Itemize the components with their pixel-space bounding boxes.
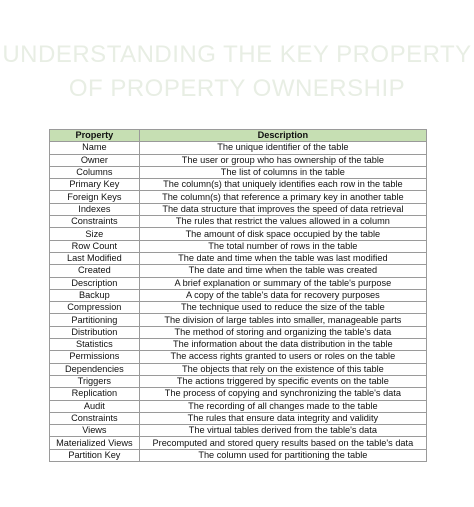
property-cell: Views — [50, 425, 140, 437]
table-row — [50, 203, 427, 215]
description-cell: The recording of all changes made to the table — [139, 400, 426, 412]
property-cell: Size — [50, 228, 140, 240]
description-cell: The actions triggered by specific events on the table — [139, 375, 426, 387]
description-cell: A brief explanation or summary of the table's purpose — [139, 277, 426, 289]
description-cell: The user or group who has ownership of the table — [139, 154, 426, 166]
description-cell: The rules that ensure data integrity and validity — [139, 412, 426, 424]
description-cell: The virtual tables derived from the table's data — [139, 425, 426, 437]
table-body — [50, 142, 427, 462]
property-cell: Owner — [50, 154, 140, 166]
property-cell: Dependencies — [50, 363, 140, 375]
property-cell: Audit — [50, 400, 140, 412]
property-cell: Primary Key — [50, 179, 140, 191]
description-cell: The list of columns in the table — [139, 166, 426, 178]
description-cell: The unique identifier of the table — [139, 142, 426, 154]
description-cell: The data structure that improves the speed of data retrieval — [139, 203, 426, 215]
description-cell: The date and time when the table was last modified — [139, 252, 426, 264]
page-title — [0, 38, 474, 106]
description-cell: The division of large tables into smaller, manageable parts — [139, 314, 426, 326]
table-row — [50, 166, 427, 178]
property-cell: Partitioning — [50, 314, 140, 326]
table-row — [50, 412, 427, 424]
property-cell: Created — [50, 265, 140, 277]
description-cell: The rules that restrict the values allowed in a column — [139, 216, 426, 228]
table-row — [50, 142, 427, 154]
page-title-line-2: OF PROPERTY OWNERSHIP — [68, 75, 406, 102]
description-cell: The column(s) that reference a primary key in another table — [139, 191, 426, 203]
table-row — [50, 388, 427, 400]
property-cell: Replication — [50, 388, 140, 400]
page-title-line-1: UNDERSTANDING THE KEY PROPERTY — [2, 41, 472, 68]
property-cell: Backup — [50, 289, 140, 301]
property-cell: Foreign Keys — [50, 191, 140, 203]
description-cell: The access rights granted to users or roles on the table — [139, 351, 426, 363]
description-cell: The column(s) that uniquely identifies each row in the table — [139, 179, 426, 191]
table-row — [50, 252, 427, 264]
description-cell: The technique used to reduce the size of the table — [139, 302, 426, 314]
property-cell: Compression — [50, 302, 140, 314]
description-cell: Precomputed and stored query results based on the table's data — [139, 437, 426, 449]
description-cell: A copy of the table's data for recovery purposes — [139, 289, 426, 301]
property-cell: Triggers — [50, 375, 140, 387]
description-cell: The total number of rows in the table — [139, 240, 426, 252]
property-table — [49, 129, 427, 462]
property-cell: Last Modified — [50, 252, 140, 264]
property-cell: Constraints — [50, 216, 140, 228]
description-cell: The process of copying and synchronizing the table's data — [139, 388, 426, 400]
property-cell: Columns — [50, 166, 140, 178]
table-row — [50, 351, 427, 363]
property-cell: Name — [50, 142, 140, 154]
table-row — [50, 154, 427, 166]
table-row — [50, 375, 427, 387]
column-header-property: Property — [50, 130, 140, 142]
property-cell: Distribution — [50, 326, 140, 338]
table-row — [50, 449, 427, 461]
description-cell: The column used for partitioning the table — [139, 449, 426, 461]
property-cell: Permissions — [50, 351, 140, 363]
property-cell: Statistics — [50, 339, 140, 351]
description-cell: The date and time when the table was created — [139, 265, 426, 277]
table-row — [50, 326, 427, 338]
table-row — [50, 265, 427, 277]
description-cell: The method of storing and organizing the table's data — [139, 326, 426, 338]
table-row — [50, 228, 427, 240]
property-cell: Indexes — [50, 203, 140, 215]
column-header-description: Description — [139, 130, 426, 142]
table-row — [50, 191, 427, 203]
property-cell: Constraints — [50, 412, 140, 424]
table-row — [50, 425, 427, 437]
table-row — [50, 400, 427, 412]
table-row — [50, 179, 427, 191]
table-row — [50, 277, 427, 289]
property-cell: Materialized Views — [50, 437, 140, 449]
property-cell: Partition Key — [50, 449, 140, 461]
table-header-row — [50, 130, 427, 142]
description-cell: The information about the data distribution in the table — [139, 339, 426, 351]
table-row — [50, 314, 427, 326]
table-row — [50, 240, 427, 252]
description-cell: The objects that rely on the existence of this table — [139, 363, 426, 375]
table-row — [50, 289, 427, 301]
table-row — [50, 363, 427, 375]
property-cell: Row Count — [50, 240, 140, 252]
property-table-container — [49, 129, 427, 462]
table-row — [50, 216, 427, 228]
table-row — [50, 437, 427, 449]
description-cell: The amount of disk space occupied by the table — [139, 228, 426, 240]
table-row — [50, 302, 427, 314]
property-cell: Description — [50, 277, 140, 289]
table-row — [50, 339, 427, 351]
